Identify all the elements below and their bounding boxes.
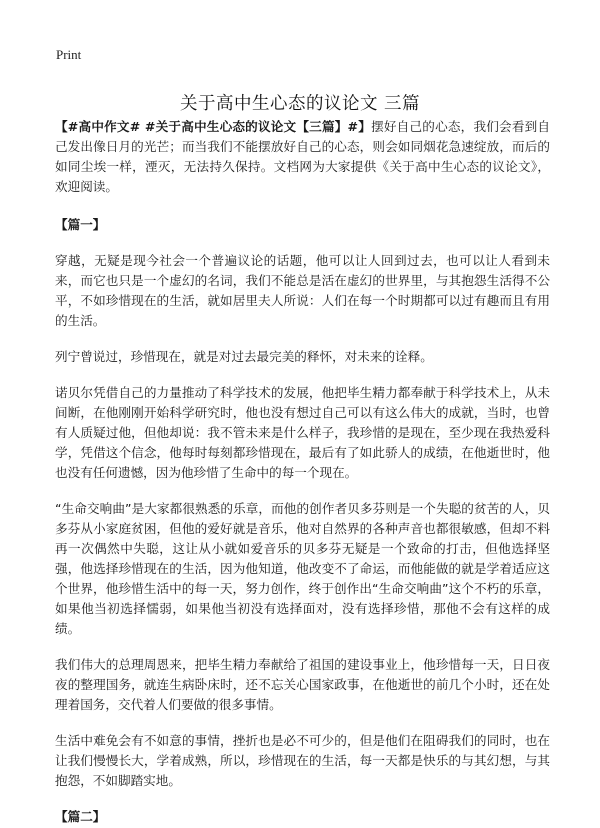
body-paragraph: “生命交响曲”是大家都很熟悉的乐章，而他的创作者贝多芬则是一个失聪的贫苦的人，贝多芬从小家庭贫困，但他的爱好就是音乐，他对自然界的各种声音也都很敏感，但却不料再一次偶然中失聪，这让从小就如爱音乐的贝多芬无疑是一个致命的打击，但他选择坚强，他选择珍惜现在的生活，因为他知道，他改变不了命运，而他能做的就是学着适应这个世界，他珍惜生活中的每一天，努力创作，终于创作出“生命交响曲”这个不朽的乐章，如果他当初选择懦弱，如果他当初没有选择面对，没有选择珍惜，那他不会有这样的成绩。 [55, 501, 550, 636]
body-paragraph: 列宁曾说过，珍惜现在，就是对过去最完美的释怀，对未来的诠释。 [55, 349, 433, 364]
body-paragraph: 诺贝尔凭借自己的力量推动了科学技术的发展，他把毕生精力都奉献于科学技术上，从未间断，在他刚刚开始科学研究时，他也没有想过自己可以有这么伟大的成就，当时，也曾有人质疑过他，但他却说：我不管未来是什么样子，我珍惜的是现在，至少现在我热爱科学，凭借这个信念，他每时每刻都珍惜现在，最后有了如此骄人的成绩，在他逝世时，他也没有任何遗憾，因为他珍惜了生命中的每一个现在。 [55, 385, 550, 480]
section-heading-1: 【篇一】 [55, 217, 106, 232]
intro-tag: 【#高中作文# #关于高中生心态的议论文【三篇】#】 [55, 119, 372, 134]
intro-text: 摆好自己的心态，我们会看到自己发出像日月的光芒；而当我们不能摆放好自己的心态，则会如同烟花急速绽放，而后的如同尘埃一样，湮灭，无法持久保持。文档网为大家提供《关于高中生心态的议论文》，欢迎阅读。 [55, 119, 551, 194]
intro-paragraph [55, 117, 550, 197]
body-paragraph: 生活中难免会有不如意的事情，挫折也是必不可少的，但是他们在阻碍我们的同时，也在让我们慢慢长大，学着成熟，所以，珍惜现在的生活，每一天都是快乐的与其幻想，与其抱怨，不如脚踏实地。 [55, 733, 550, 788]
section-heading-2: 【篇二】 [55, 809, 106, 824]
body-paragraph: 我们伟大的总理周恩来，把毕生精力奉献给了祖国的建设事业上，他珍惜每一天，日日夜夜的整理国务，就连生病卧床时，还不忘关心国家政事，在他逝世的前几个小时，还在处理着国务，交代着人们要做的很多事情。 [55, 657, 550, 712]
document-title: 关于高中生心态的议论文 三篇 [179, 93, 421, 114]
print-link[interactable]: Print [56, 47, 82, 62]
document-body [55, 117, 550, 828]
body-paragraph: 穿越，无疑是现今社会一个普遍议论的话题，他可以让人回到过去，也可以让人看到未来，而它也只是一个虚幻的名词，我们不能总是活在虚幻的世界里，与其抱怨生活得不公平，不如珍惜现在的生活，就如居里夫人所说：人们在每一个时期都可以过有趣而且有用的生活。 [55, 253, 550, 328]
